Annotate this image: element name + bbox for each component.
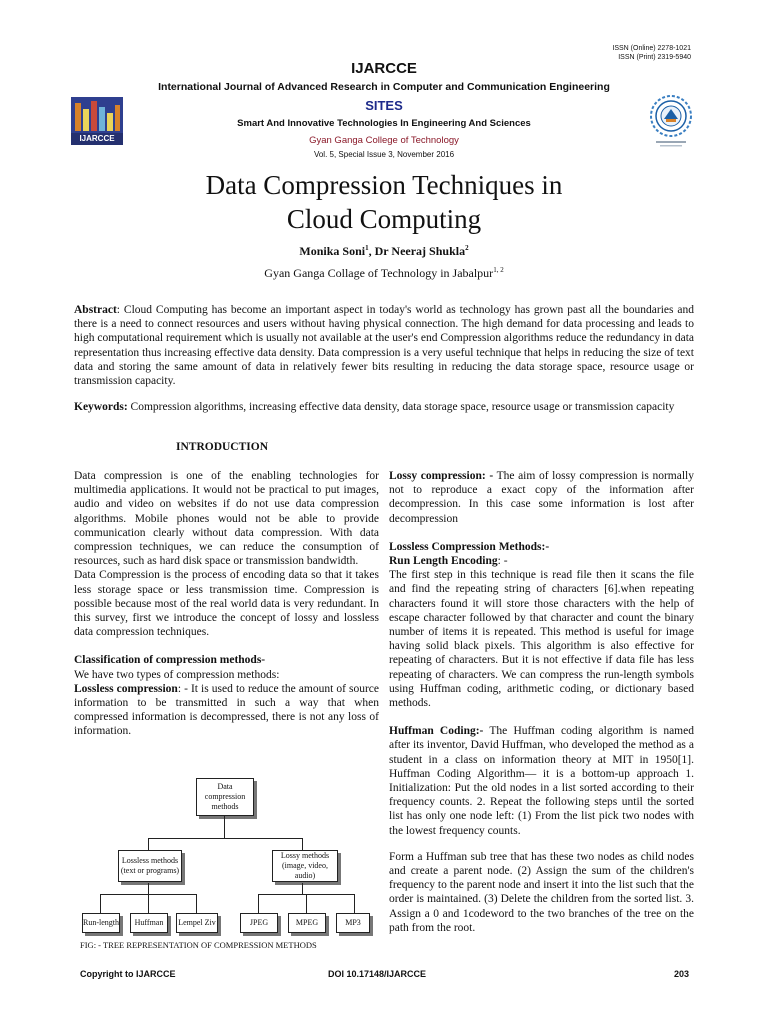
tree-leaf-label: JPEG [249,918,269,927]
tree-leaf-huffman [130,913,168,933]
tree-leaf-label: MP3 [345,918,361,927]
tree-leaf-label: MPEG [295,918,319,927]
title-line-1: Data Compression Techniques in [205,170,563,200]
author-1: Monika Soni [299,244,366,258]
author-2-sup: 2 [465,244,469,252]
keywords [74,400,694,414]
tree-leaf-run-length [82,913,120,933]
tree-lossy-label: Lossy methods [280,851,330,860]
compression-tree-figure [76,772,376,937]
classification-text: We have two types of compression methods: [74,668,280,681]
lossless-label: Lossless compression [74,682,178,695]
affiliation-sup: 1, 2 [493,266,504,274]
lossy-text: The aim of lossy compression is normally not to reproduce a exact copy of the information after decompression. In this case some information is lost after decompression [389,470,694,525]
logo-text: IJARCCE [79,134,115,143]
paper-title [0,168,768,236]
tree-connector [148,894,149,913]
tree-lossless-node [118,850,182,882]
author-separator: , [368,244,375,258]
tree-connector [148,883,149,894]
figure-caption: FIG: - TREE REPRESENTATION OF COMPRESSION METHODS [80,940,317,950]
lossless-text: : - It is used to reduce the amount of source information to be transmitted in such a way that when compressed information is decompressed, there is not any loss of information. [74,682,379,738]
tree-leaf-lempel-ziv [176,913,218,933]
tree-connector [196,894,197,913]
footer-copyright: Copyright to IJARCCE [80,969,176,979]
rle-suffix: : - [497,555,508,568]
volume-info: Vol. 5, Special Issue 3, November 2016 [313,150,455,159]
tree-connector [354,894,355,913]
tree-leaf-mpeg [288,913,326,933]
intro-paragraph-1: Data compression is one of the enabling technologies for multimedia applications. It would not be practical to put images, audio and video on websites if do not use data compression algorithms. Mobile phones would not be able to provide communication clearly without data compression. With data compression techniques, we can reduce the consumption of resources, such as hard disk space or transmission bandwidth. [74,470,379,568]
abstract-text: : Cloud Computing has become an important aspect in today's world as technology has grown past all the boundaries and there is a need to connect resources and users without having physical connection. The high demand for data processing and leads to high computational requirement which is usually not available at the user's end Compression algorithms reduce the redundancy in data representation thus increasing effective data density. Data compression is a very useful technique that helps in reducing the size of text data and storing the same amount of data in relatively fewer bits resulting in reducing the data storage space, resource usage or transmission capacity. [74,304,694,388]
tree-connector [302,883,303,894]
title-line-2: Cloud Computing [286,204,482,234]
tree-connector [100,894,101,913]
lossless-methods-heading: Lossless Compression Methods:- [389,540,550,553]
tree-connector [302,838,303,850]
intro-heading: INTRODUCTION [176,441,269,453]
conference-full-name: Smart And Innovative Technologies In Engineering And Sciences [237,118,531,129]
tree-lossy-sublabel: (image, video, audio) [282,861,328,880]
tree-leaf-jpeg [240,913,278,933]
rle-text: The first step in this technique is read file then it scans the file and find the repeating string of characters [6].when repeating characters found it will store those characters with the help of escape character followed by that character and count the binary number of items it is repeated. This method is useful for image having solid black pixels. This algorithm is also effective for repeating of characters. But it is not effective if data file has less repeating of characters. We can compress the run-length symbols using Huffman coding, arithmetic coding, or dictionary based methods. [389,569,694,710]
rle-label: Run Length Encoding [389,555,498,568]
conference-name: SITES [365,98,403,113]
issn-online: ISSN (Online) 2278-1021 [612,45,691,52]
abstract-label: Abstract [74,304,117,316]
tree-root-label: Data compression methods [204,782,246,811]
tree-lossy-node [272,850,338,882]
right-column [389,469,694,935]
intro-paragraph-2: Data Compression is the process of encoding data so that it takes less storage space or less transmission time. Compression is possible because most of the real world data is very redundant. In this survey, first we introduce the concept of lossy and lossless data compression techniques. [74,569,379,639]
footer-page-number: 203 [674,969,690,979]
left-column [74,469,379,739]
journal-short-name: IJARCCE [351,60,417,77]
tree-leaf-label: Huffman [134,918,164,927]
tree-leaf-label: Run-length [83,918,119,927]
keywords-text: Compression algorithms, increasing effective data density, data storage space, resource usage or transmission capacity [127,401,675,413]
tree-connector [148,838,302,839]
tree-connector [224,816,225,838]
affiliation [0,266,768,281]
tree-root-node [196,778,254,816]
authors [0,244,768,259]
huffman-form-text: Form a Huffman sub tree that has these two nodes as child nodes and create a parent node. (2) Assign the sum of the children's frequency to the parent node and insert it into the list such that the order is maintained. (3) Delete the children from the sorted list. 3. Assign a 0 and 1codeword to the two branches of the tree on the path from the root. [389,850,694,934]
footer-doi: DOI 10.17148/IJARCCE [328,969,427,979]
classification-heading: Classification of compression methods- [74,654,266,667]
abstract [74,303,694,388]
keywords-label: Keywords: [74,401,128,413]
host-college: Gyan Ganga College of Technology [309,135,459,146]
author-1-sup: 1 [365,244,369,252]
tree-connector [148,838,149,850]
huffman-label: Huffman Coding:- [389,725,484,738]
tree-lossless-sublabel: (text or programs) [120,866,180,875]
tree-connector [306,894,307,913]
journal-full-name: International Journal of Advanced Research in Computer and Communication Engineering [158,81,610,93]
affiliation-text: Gyan Ganga Collage of Technology in Jabalpur [264,266,494,280]
tree-leaf-label: Lempel Ziv [178,918,216,927]
tree-connector [258,894,259,913]
lossy-label: Lossy compression: - [389,470,494,482]
huffman-text: The Huffman coding algorithm is named after its inventor, David Huffman, who developed the method as a student in a class on information theory at MIT in 1950[1]. Huffman Coding Algorithm— it is a bottom-up approach 1. Initialization: Put the old nodes in a list sorted according to their frequency counts. 2. Repeat the following steps until the sorted list has only one node left: (1) From the list pick two nodes with the lowest frequency counts. [389,725,694,837]
issn-print: ISSN (Print) 2319-5940 [618,54,691,61]
tree-lossless-label: Lossless methods [121,856,179,865]
tree-leaf-mp3 [336,913,370,933]
author-2: Dr Neeraj Shukla [374,244,466,258]
